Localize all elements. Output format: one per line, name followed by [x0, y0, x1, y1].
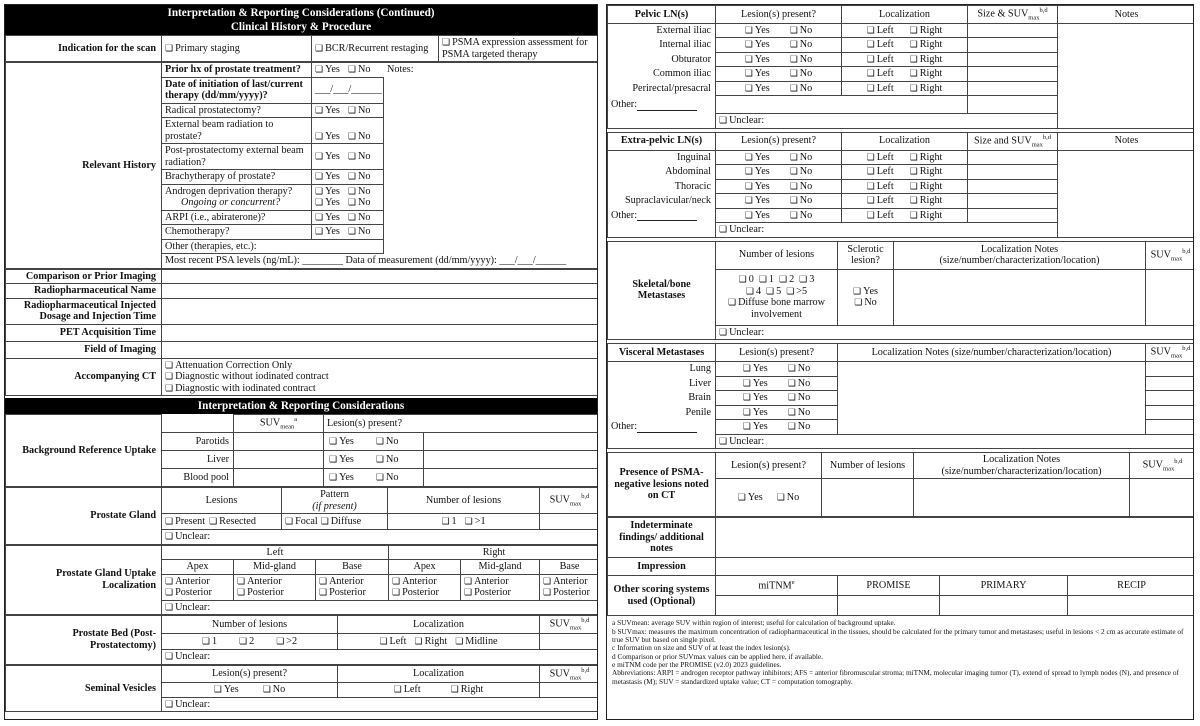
comparison-field[interactable]	[162, 269, 599, 284]
right-checkbox[interactable]: ❏ Right	[910, 210, 943, 221]
number-lesions-header: Number of lesions	[822, 453, 914, 479]
sv-no-checkbox[interactable]: ❏ No	[263, 684, 286, 695]
no-checkbox[interactable]: ❏ No	[790, 210, 813, 221]
impression-field[interactable]	[716, 558, 1195, 576]
radical-prostatectomy-question: Radical prostatectomy?	[162, 103, 312, 118]
prostate-bed-label: Prostate Bed (Post-Prostatectomy)	[6, 616, 162, 664]
visceral-suv-field[interactable]	[1146, 362, 1195, 377]
bone-four-checkbox[interactable]: ❏ 4	[746, 286, 761, 297]
psma-notes-field[interactable]	[914, 479, 1130, 517]
pet-acquisition-field[interactable]	[162, 324, 599, 341]
no-checkbox[interactable]: ❏ No	[790, 54, 813, 65]
no-checkbox[interactable]: ❏ No	[790, 181, 813, 192]
yes-checkbox[interactable]: ❏ Yes	[745, 195, 770, 206]
left-checkbox[interactable]: ❏ Left	[867, 152, 894, 163]
localization-header: Localization	[842, 132, 968, 150]
sv-yes-checkbox[interactable]: ❏ Yes	[214, 684, 239, 695]
suv-mean-header: $SUV_{mean}^a$	[234, 415, 324, 433]
size-suv-header: Size & $SUV_{max}^{b,d}$	[968, 6, 1058, 24]
thoracic-label: Thoracic	[608, 179, 716, 194]
background-uptake-table	[5, 414, 598, 487]
internal-iliac-label: Internal iliac	[608, 38, 716, 53]
mid-gland-header: Mid-gland	[234, 560, 316, 575]
anterior-checkbox[interactable]: ❏ Anterior	[165, 576, 230, 588]
anterior-checkbox[interactable]: ❏ Anterior	[319, 576, 385, 588]
yes-checkbox[interactable]: ❏ Yes	[315, 171, 340, 183]
no-checkbox[interactable]: ❏ No	[790, 68, 813, 79]
lesion-present-header: Lesion(s) present?	[716, 344, 838, 362]
yes-checkbox[interactable]: ❏ Yes	[315, 151, 340, 163]
psma-number-field[interactable]	[822, 479, 914, 517]
size-suv-field[interactable]	[968, 67, 1058, 82]
skeletal-unclear-checkbox[interactable]: ❏ Unclear:	[716, 325, 1195, 340]
right-checkbox[interactable]: ❏ Right	[910, 166, 943, 177]
footnote-d: d Comparison or prior SUVmax values can be applied here, if available.	[612, 651, 823, 661]
no-checkbox[interactable]: ❏ No	[348, 186, 371, 197]
perirectal-label: Perirectal/presacral	[608, 81, 716, 96]
liver-label: Liver	[608, 376, 716, 391]
no-checkbox[interactable]: ❏ No	[788, 421, 811, 432]
accompanying-ct-label: Accompanying CT	[6, 358, 162, 396]
size-suv-header: Size and $SUV_{max}^{b,d}$	[968, 132, 1058, 150]
yes-checkbox[interactable]: ❏ Yes	[329, 454, 354, 466]
prostate-unclear-checkbox[interactable]: ❏ Unclear:	[162, 530, 599, 545]
visceral-suv-field[interactable]	[1146, 420, 1195, 435]
apex-header: Apex	[389, 560, 461, 575]
pelvic-ln-label: Pelvic LN(s)	[608, 6, 716, 24]
psma-negative-table	[607, 452, 1194, 517]
procedure-table	[5, 269, 598, 397]
parotids-label: Parotids	[162, 433, 234, 451]
yes-checkbox[interactable]: ❏ Yes	[315, 105, 340, 117]
apex-header: Apex	[162, 560, 234, 575]
adt-question: Androgen deprivation therapy? Ongoing or concurrent?	[162, 184, 312, 210]
extra-other-field[interactable]: Other:	[608, 208, 716, 223]
size-suv-field[interactable]	[968, 52, 1058, 67]
extra-notes-field[interactable]	[1058, 150, 1195, 237]
bed-midline-checkbox[interactable]: ❏ Midline	[455, 636, 497, 647]
left-checkbox[interactable]: ❏ Left	[867, 54, 894, 65]
primary-header: PRIMARY	[940, 576, 1068, 596]
no-checkbox[interactable]: ❏ No	[788, 363, 811, 374]
notes-header: Notes	[1058, 132, 1195, 150]
yes-checkbox[interactable]: ❏ Yes	[745, 166, 770, 177]
no-checkbox[interactable]: ❏ No	[376, 472, 399, 483]
liver-label: Liver	[162, 451, 234, 469]
right-checkbox[interactable]: ❏ Right	[910, 83, 943, 94]
anterior-checkbox[interactable]: ❏ Anterior	[237, 576, 312, 588]
attenuation-correction-checkbox[interactable]: ❏ Attenuation Correction Only	[165, 360, 596, 372]
clinical-history-table	[5, 35, 598, 62]
post-prostatectomy-ebrt-question: Post-prostatectomy external beam radiation?	[162, 144, 312, 170]
other-therapies-field[interactable]: Other (therapies, etc.):	[162, 239, 384, 254]
field-of-imaging-label: Field of Imaging	[6, 341, 162, 358]
promise-header: PROMISE	[838, 576, 940, 596]
diagnostic-without-contrast-checkbox[interactable]: ❏ Diagnostic without iodinated contract	[165, 371, 596, 383]
no-checkbox[interactable]: ❏ No	[348, 226, 371, 237]
yes-checkbox[interactable]: ❏ Yes	[745, 181, 770, 192]
mitnm-field[interactable]	[716, 596, 838, 616]
ongoing-question: Ongoing or concurrent?	[181, 197, 281, 209]
prior-no-checkbox[interactable]: ❏ No	[348, 64, 371, 75]
yes-checkbox[interactable]: ❏ Yes	[745, 83, 770, 94]
yes-checkbox[interactable]: ❏ Yes	[315, 131, 340, 143]
radiopharm-name-label: Radiopharmaceutical Name	[6, 284, 162, 299]
yes-checkbox[interactable]: ❏ Yes	[745, 152, 770, 163]
bed-two-checkbox[interactable]: ❏ 2	[239, 636, 254, 647]
yes-checkbox[interactable]: ❏ Yes	[738, 492, 763, 503]
bed-number-header: Number of lesions	[162, 616, 338, 634]
lesion-present-header: Lesion(s) present?	[324, 415, 599, 433]
suv-max-header: $SUV_{max}^{b,d}$	[540, 616, 599, 634]
parotids-suv-field[interactable]	[234, 433, 324, 451]
sv-right-checkbox[interactable]: ❏ Right	[451, 684, 484, 695]
brain-label: Brain	[608, 391, 716, 406]
sclerotic-header: Sclerotic lesion?	[838, 241, 894, 269]
gt1-lesion-checkbox[interactable]: ❏ >1	[465, 516, 486, 527]
sv-lesion-header: Lesion(s) present?	[162, 665, 338, 683]
comparison-label: Comparison or Prior Imaging	[6, 269, 162, 284]
right-checkbox[interactable]: ❏ Right	[910, 54, 943, 65]
dosage-field[interactable]	[162, 298, 599, 324]
one-lesion-checkbox[interactable]: ❏ 1	[441, 516, 456, 528]
obturator-label: Obturator	[608, 52, 716, 67]
prostate-suv-field[interactable]	[540, 514, 599, 530]
yes-checkbox[interactable]: ❏ Yes	[743, 407, 768, 418]
posterior-checkbox[interactable]: ❏ Posterior	[464, 587, 536, 599]
psma-negative-label: Presence of PSMA-negative lesions noted on CT	[608, 453, 716, 517]
background-uptake-label: Background Reference Uptake	[6, 415, 162, 487]
primary-staging-checkbox[interactable]: ❏ Primary staging	[162, 36, 312, 62]
no-checkbox[interactable]: ❏ No	[348, 151, 371, 162]
no-checkbox[interactable]: ❏ No	[790, 83, 813, 94]
sv-suv-field[interactable]	[540, 683, 599, 698]
bone-three-checkbox[interactable]: ❏ 3	[799, 274, 814, 285]
bone-two-checkbox[interactable]: ❏ 2	[779, 274, 794, 285]
yes-checkbox[interactable]: ❏ Yes	[745, 25, 770, 36]
left-checkbox[interactable]: ❏ Left	[867, 210, 894, 221]
ongoing-no-checkbox[interactable]: ❏ No	[348, 197, 371, 208]
history-notes-field[interactable]: Notes:	[384, 63, 599, 269]
abbreviations: Abbreviations: ARPI = androgen receptor pathway inhibitors; AFS = anterior fibromuscular stroma; miTNM, molecular imaging tumor (T), extend of spread to lymph nodes (N), and presence of metastasis (M); SUV = standardized uptake value; CT = computation tomography.	[612, 668, 1179, 686]
anterior-checkbox[interactable]: ❏ Anterior	[392, 576, 457, 588]
penile-label: Penile	[608, 405, 716, 420]
size-suv-field[interactable]	[968, 194, 1058, 209]
footnote-e: e miTNM code per the PROMISE (v2.0) 2023 guidelines.	[612, 660, 782, 670]
prostate-gland-table	[5, 487, 598, 545]
right-checkbox[interactable]: ❏ Right	[910, 68, 943, 79]
section-header-interpretation: Interpretation & Reporting Considerations	[5, 398, 597, 414]
relevant-history-label: Relevant History	[6, 63, 162, 269]
inguinal-label: Inguinal	[608, 150, 716, 165]
right-form-page	[606, 4, 1194, 720]
pelvic-notes-field[interactable]	[1058, 23, 1195, 128]
yes-checkbox[interactable]: ❏ Yes	[745, 54, 770, 65]
arpi-question: ARPI (i.e., abiraterone)?	[162, 210, 312, 225]
visceral-unclear-checkbox[interactable]: ❏ Unclear:	[716, 434, 1195, 449]
no-checkbox[interactable]: ❏ No	[348, 131, 371, 142]
recip-header: RECIP	[1068, 576, 1195, 596]
anterior-checkbox[interactable]: ❏ Anterior	[464, 576, 536, 588]
no-checkbox[interactable]: ❏ No	[376, 436, 399, 447]
psma-localization-header: Localization Notes (size/number/characterization/location)	[914, 453, 1130, 479]
base-header: Base	[316, 560, 389, 575]
radiopharm-name-field[interactable]	[162, 284, 599, 299]
psma-assessment-checkbox[interactable]: ❏ PSMA expression assessment for PSMA targeted therapy	[439, 36, 598, 62]
yes-checkbox[interactable]: ❏ Yes	[315, 186, 340, 198]
right-side-header: Right	[389, 545, 598, 560]
abdominal-label: Abdominal	[608, 165, 716, 180]
right-checkbox[interactable]: ❏ Right	[910, 181, 943, 192]
no-checkbox[interactable]: ❏ No	[790, 195, 813, 206]
bone-zero-checkbox[interactable]: ❏ 0	[739, 274, 754, 285]
yes-checkbox[interactable]: ❏ Yes	[743, 363, 768, 374]
pelvic-other-field[interactable]: Other:	[608, 96, 716, 114]
skeletal-suv-field[interactable]	[1146, 269, 1195, 325]
size-suv-field[interactable]	[968, 208, 1058, 223]
pattern-header: Pattern (if present)	[282, 488, 388, 514]
left-checkbox[interactable]: ❏ Left	[867, 39, 894, 50]
bed-left-checkbox[interactable]: ❏ Left	[379, 636, 406, 648]
liver-suv-field[interactable]	[234, 451, 324, 469]
visceral-localization-header: Localization Notes (size/number/characterization/location)	[838, 344, 1146, 362]
anterior-checkbox[interactable]: ❏ Anterior	[543, 576, 596, 588]
visceral-table	[607, 343, 1194, 449]
yes-checkbox[interactable]: ❏ Yes	[315, 212, 340, 224]
bed-localization-header: Localization	[338, 616, 540, 634]
size-suv-field[interactable]	[968, 81, 1058, 96]
supraclavicular-label: Supraclavicular/neck	[608, 194, 716, 209]
left-checkbox[interactable]: ❏ Left	[867, 68, 894, 79]
suv-max-header: $SUV_{max}^{b,d}$	[1130, 453, 1195, 479]
prior-treatment-question: Prior hx of prostate treatment?	[162, 63, 312, 78]
indication-label: Indication for the scan	[6, 36, 162, 62]
skeletal-localization-header: Localization Notes (size/number/characterization/location)	[894, 241, 1146, 269]
bcr-restaging-checkbox[interactable]: ❏ BCR/Recurrent restaging	[312, 36, 439, 62]
uptake-unclear-checkbox[interactable]: ❏ Unclear:	[162, 600, 599, 615]
bone-five-checkbox[interactable]: ❏ 5	[766, 286, 781, 297]
lesion-present-header: Lesion(s) present?	[716, 6, 842, 24]
pelvic-ln-table	[607, 5, 1194, 129]
size-suv-field[interactable]	[968, 150, 1058, 165]
ebrt-question: External beam radiation to prostate?	[162, 118, 312, 144]
right-checkbox[interactable]: ❏ Right	[910, 39, 943, 50]
bed-gt2-checkbox[interactable]: ❏ >2	[276, 636, 297, 647]
left-checkbox[interactable]: ❏ Left	[867, 25, 894, 36]
size-suv-field[interactable]	[968, 23, 1058, 38]
skeletal-notes-field[interactable]	[894, 269, 1146, 325]
impression-label: Impression	[608, 558, 716, 576]
skeletal-label: Skeletal/bone Metastases	[608, 241, 716, 340]
no-checkbox[interactable]: ❏ No	[790, 25, 813, 36]
seminal-vesicles-label: Seminal Vesicles	[6, 665, 162, 712]
base-header: Base	[540, 560, 598, 575]
no-checkbox[interactable]: ❏ No	[348, 105, 371, 116]
left-checkbox[interactable]: ❏ Left	[867, 181, 894, 192]
yes-checkbox[interactable]: ❏ Yes	[745, 68, 770, 79]
date-initiation-field[interactable]: ___/___/______	[312, 77, 384, 103]
seminal-vesicles-table	[5, 665, 598, 713]
pelvic-unclear-checkbox[interactable]: ❏ Unclear:	[716, 114, 1058, 129]
footnotes	[607, 616, 1193, 686]
posterior-checkbox[interactable]: ❏ Posterior	[543, 587, 596, 599]
no-checkbox[interactable]: ❏ No	[788, 378, 811, 389]
suv-max-header: $SUV_{max}^{b,d}$	[1146, 344, 1195, 362]
sv-localization-header: Localization	[338, 665, 540, 683]
no-checkbox[interactable]: ❏ No	[790, 152, 813, 163]
mitnm-header: miTNM$^e$	[716, 576, 838, 596]
no-checkbox[interactable]: ❏ No	[777, 492, 800, 503]
size-suv-field[interactable]	[968, 38, 1058, 53]
ongoing-yes-checkbox[interactable]: ❏ Yes	[315, 197, 340, 209]
visceral-suv-field[interactable]	[1146, 405, 1195, 420]
yes-checkbox[interactable]: ❏ Yes	[743, 378, 768, 389]
skeletal-table	[607, 241, 1194, 341]
extra-unclear-checkbox[interactable]: ❏ Unclear:	[716, 223, 1058, 238]
yes-checkbox[interactable]: ❏ Yes	[745, 39, 770, 50]
number-lesions-header: Number of lesions	[388, 488, 540, 514]
visceral-other-field[interactable]: Other:	[608, 420, 716, 435]
right-checkbox[interactable]: ❏ Right	[910, 25, 943, 36]
left-form-page	[4, 4, 598, 720]
extra-pelvic-ln-table	[607, 132, 1194, 238]
bone-gt5-checkbox[interactable]: ❏ >5	[786, 286, 807, 297]
yes-checkbox[interactable]: ❏ Yes	[743, 421, 768, 432]
suv-max-header: $SUV_{max}^{b,d}$	[540, 488, 599, 514]
blood-pool-label: Blood pool	[162, 469, 234, 487]
prostate-gland-label: Prostate Gland	[6, 488, 162, 545]
date-initiation-question: Date of initiation of last/current therapy (dd/mm/yyyy)?	[162, 77, 312, 103]
left-checkbox[interactable]: ❏ Left	[867, 166, 894, 177]
footnote-c: c Information on size and SUV of at least the index lesion(s).	[612, 643, 791, 653]
promise-field[interactable]	[838, 596, 940, 616]
localization-header: Localization	[842, 6, 968, 24]
scoring-label: Other scoring systems used (Optional)	[608, 576, 716, 616]
right-checkbox[interactable]: ❏ Right	[910, 195, 943, 206]
no-checkbox[interactable]: ❏ No	[348, 171, 371, 182]
sv-unclear-checkbox[interactable]: ❏ Unclear:	[162, 697, 599, 712]
posterior-checkbox[interactable]: ❏ Posterior	[392, 587, 457, 599]
sclerotic-yes-checkbox[interactable]: ❏ Yes	[841, 286, 890, 298]
bed-one-checkbox[interactable]: ❏ 1	[202, 636, 217, 647]
yes-checkbox[interactable]: ❏ Yes	[315, 226, 340, 238]
primary-field[interactable]	[940, 596, 1068, 616]
yes-checkbox[interactable]: ❏ Yes	[745, 210, 770, 221]
no-checkbox[interactable]: ❏ No	[790, 166, 813, 177]
yes-checkbox[interactable]: ❏ Yes	[743, 392, 768, 403]
diffuse-marrow-checkbox[interactable]: ❏ Diffuse bone marrow involvement	[719, 297, 834, 320]
diffuse-checkbox[interactable]: ❏ Diffuse	[321, 516, 361, 527]
visceral-notes-field[interactable]	[838, 362, 1146, 435]
skeletal-number-header: Number of lesions	[716, 241, 838, 269]
visceral-suv-field[interactable]	[1146, 376, 1195, 391]
pet-acquisition-label: PET Acquisition Time	[6, 324, 162, 341]
external-iliac-label: External iliac	[608, 23, 716, 38]
common-iliac-label: Common iliac	[608, 67, 716, 82]
no-checkbox[interactable]: ❏ No	[788, 392, 811, 403]
sv-left-checkbox[interactable]: ❏ Left	[394, 684, 421, 695]
psa-level-field[interactable]: Most recent PSA levels (ng/mL): ________ Data of measurement (dd/mm/yyyy): ___/___/______	[162, 254, 599, 269]
posterior-checkbox[interactable]: ❏ Posterior	[237, 587, 312, 599]
dosage-label: Radiopharmaceutical Injected Dosage and Injection Time	[6, 298, 162, 324]
bed-right-checkbox[interactable]: ❏ Right	[414, 636, 447, 648]
suv-max-header: $SUV_{max}^{b,d}$	[540, 665, 599, 683]
section-header-continued: Interpretation & Reporting Considerations (Continued) Clinical History & Procedure	[5, 5, 597, 35]
lung-label: Lung	[608, 362, 716, 377]
no-checkbox[interactable]: ❏ No	[790, 39, 813, 50]
left-side-header: Left	[162, 545, 389, 560]
footnote-a: a SUVmean: average SUV within region of interest; useful for calculation of background uptake.	[612, 618, 896, 628]
psma-suv-field[interactable]	[1130, 479, 1195, 517]
bone-one-checkbox[interactable]: ❏ 1	[759, 274, 774, 285]
posterior-checkbox[interactable]: ❏ Posterior	[165, 587, 230, 599]
visceral-label: Visceral Metastases	[608, 344, 716, 362]
indeterminate-field[interactable]	[716, 518, 1195, 558]
right-checkbox[interactable]: ❏ Right	[910, 152, 943, 163]
present-checkbox[interactable]: ❏ Present	[165, 516, 205, 528]
indeterminate-label: Indeterminate findings/ additional notes	[608, 518, 716, 558]
relevant-history-table	[5, 62, 598, 269]
focal-checkbox[interactable]: ❏ Focal	[285, 516, 318, 527]
yes-checkbox[interactable]: ❏ Yes	[329, 472, 354, 484]
resected-checkbox[interactable]: ❏ Resected	[209, 516, 256, 527]
recip-field[interactable]	[1068, 596, 1195, 616]
lesion-present-header: Lesion(s) present?	[716, 453, 822, 479]
chemotherapy-question: Chemotherapy?	[162, 225, 312, 240]
mid-gland-header: Mid-gland	[461, 560, 540, 575]
extra-pelvic-ln-label: Extra-pelvic LN(s)	[608, 132, 716, 150]
no-checkbox[interactable]: ❏ No	[348, 212, 371, 223]
notes-header: Notes	[1058, 6, 1195, 24]
yes-checkbox[interactable]: ❏ Yes	[329, 436, 354, 448]
uptake-localization-table	[5, 545, 598, 616]
suv-max-header: $SUV_{max}^{b,d}$	[1146, 241, 1195, 269]
summary-table	[607, 517, 1194, 616]
lesions-header: Lesions	[162, 488, 282, 514]
lesion-present-header: Lesion(s) present?	[716, 132, 842, 150]
uptake-localization-label: Prostate Gland Uptake Localization	[6, 545, 162, 615]
brachytherapy-question: Brachytherapy of prostate?	[162, 170, 312, 185]
size-suv-field[interactable]	[968, 165, 1058, 180]
prior-yes-checkbox[interactable]: ❏ Yes	[315, 64, 340, 76]
blood-pool-suv-field[interactable]	[234, 469, 324, 487]
posterior-checkbox[interactable]: ❏ Posterior	[319, 587, 385, 599]
no-checkbox[interactable]: ❏ No	[788, 407, 811, 418]
left-checkbox[interactable]: ❏ Left	[867, 83, 894, 94]
footnote-b: b SUVmax: measures the maximum concentration of radiopharmaceutical in the tissues, should be calculated for the primary tumor and metastases; useful in lesions < 2 cm as accurate estimate of true SUV but based on single pixel.	[612, 626, 1184, 644]
visceral-suv-field[interactable]	[1146, 391, 1195, 406]
sclerotic-no-checkbox[interactable]: ❏ No	[841, 297, 890, 309]
size-suv-field[interactable]	[968, 179, 1058, 194]
bed-unclear-checkbox[interactable]: ❏ Unclear:	[162, 650, 599, 665]
field-of-imaging-field[interactable]	[162, 341, 599, 358]
no-checkbox[interactable]: ❏ No	[376, 454, 399, 465]
bed-suv-field[interactable]	[540, 634, 599, 650]
left-checkbox[interactable]: ❏ Left	[867, 195, 894, 206]
diagnostic-with-contrast-checkbox[interactable]: ❏ Diagnostic with iodinated contract	[165, 383, 596, 395]
prostate-bed-table	[5, 615, 598, 664]
